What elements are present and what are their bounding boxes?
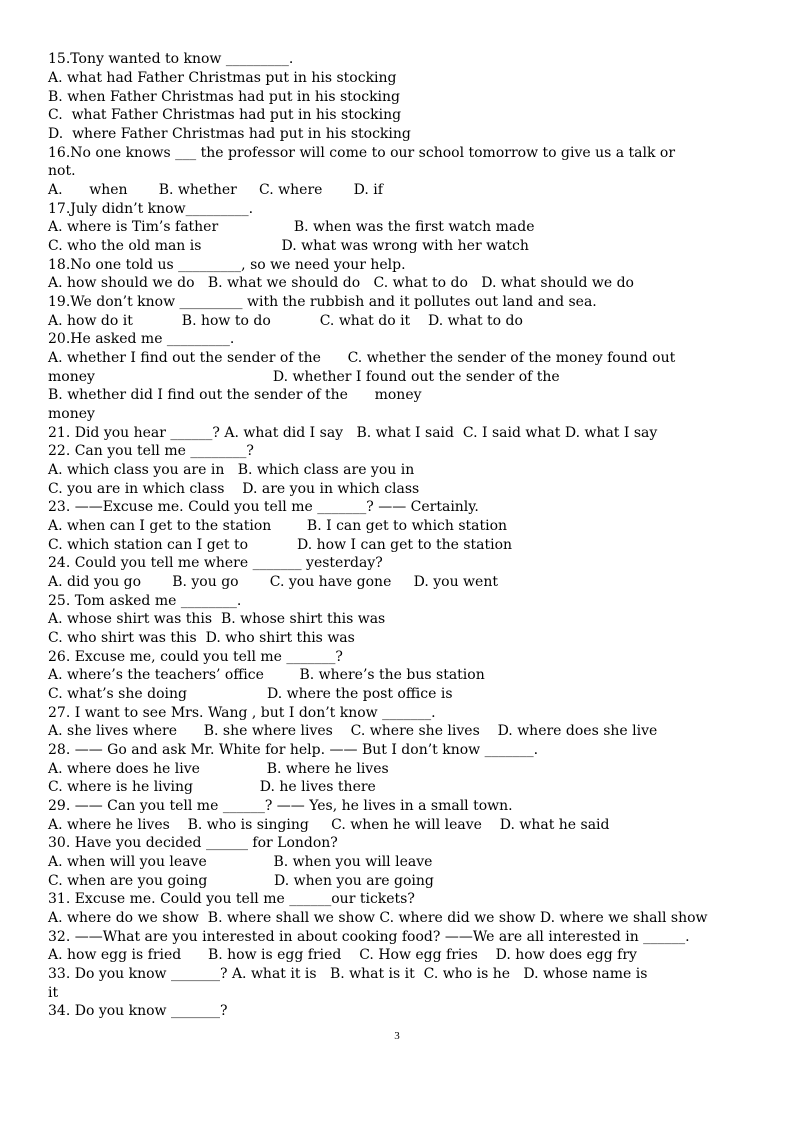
text-line: 18.No one told us _________, so we need your help. — [48, 257, 406, 273]
text-line: 32. ——What are you interested in about cooking food? ——We are all interested in ______. — [48, 929, 690, 945]
text-line: 26. Excuse me, could you tell me _______? — [48, 649, 343, 665]
text-line: A. where is Tim’s father B. when was the first watch made — [48, 219, 535, 235]
text-line: B. whether did I find out the sender of the money — [48, 387, 422, 403]
text-line: A. when B. whether C. where D. if — [48, 182, 383, 198]
text-line: C. where is he living D. he lives there — [48, 779, 376, 795]
text-line: C. which station can I get to D. how I can get to the station — [48, 537, 513, 553]
text-line: A. whether I find out the sender of the C. whether the sender of the money found out — [48, 350, 676, 366]
text-line: A. when will you leave B. when you will leave — [48, 854, 433, 870]
text-line: C. what’s she doing D. where the post office is — [48, 686, 453, 702]
text-line: A. how should we do B. what we should do C. what to do D. what should we do — [48, 275, 634, 291]
text-line: C. when are you going D. when you are going — [48, 873, 434, 889]
text-line: 15.Tony wanted to know _________. — [48, 51, 294, 67]
text-line: C. who shirt was this D. who shirt this was — [48, 630, 355, 646]
text-line: A. which class you are in B. which class are you in — [48, 462, 415, 478]
text-line: C. you are in which class D. are you in which class — [48, 481, 420, 497]
text-line: 30. Have you decided ______ for London? — [48, 835, 338, 851]
text-line: A. when can I get to the station B. I can get to which station — [48, 518, 508, 534]
text-line: money D. whether I found out the sender of the — [48, 369, 560, 385]
text-line: A. where’s the teachers’ office B. where’s the bus station — [48, 667, 485, 683]
text-line: C. what Father Christmas had put in his stocking — [48, 107, 402, 123]
text-line: C. who the old man is D. what was wrong with her watch — [48, 238, 529, 254]
text-line: 21. Did you hear ______? A. what did I say B. what I said C. I said what D. what I say — [48, 425, 658, 441]
text-line: A. how egg is fried B. how is egg fried C. How egg fries D. how does egg fry — [48, 947, 637, 963]
text-line: A. where do we show B. where shall we show C. where did we show D. where we shall show — [48, 910, 708, 926]
text-line: 16.No one knows ___ the professor will come to our school tomorrow to give us a talk or — [48, 145, 676, 161]
text-line: D. where Father Christmas had put in his stocking — [48, 126, 411, 142]
text-line: A. did you go B. you go C. you have gone D. you went — [48, 574, 498, 590]
text-line: 22. Can you tell me ________? — [48, 443, 254, 459]
text-line: A. how do it B. how to do C. what do it D. what to do — [48, 313, 523, 329]
text-line: 17.July didn’t know_________. — [48, 201, 254, 217]
text-line: 20.He asked me _________. — [48, 331, 235, 347]
text-line: 28. —— Go and ask Mr. White for help. —— But I don’t know _______. — [48, 742, 539, 758]
text-line: 27. I want to see Mrs. Wang , but I don’t know _______. — [48, 705, 436, 721]
text-line: A. where he lives B. who is singing C. when he will leave D. what he said — [48, 817, 610, 833]
text-line: A. what had Father Christmas put in his stocking — [48, 70, 397, 86]
text-line: not. — [48, 163, 76, 179]
text-line: money — [48, 406, 95, 422]
text-line: A. whose shirt was this B. whose shirt this was — [48, 611, 386, 627]
text-line: 34. Do you know _______? — [48, 1003, 228, 1019]
text-line: A. she lives where B. she where lives C. where she lives D. where does she live — [48, 723, 658, 739]
text-line: 31. Excuse me. Could you tell me ______our tickets? — [48, 891, 415, 907]
text-line: 19.We don’t know _________ with the rubbish and it pollutes out land and sea. — [48, 294, 597, 310]
text-line: 23. ——Excuse me. Could you tell me _______? —— Certainly. — [48, 499, 479, 515]
page-number: 3 — [394, 1030, 400, 1042]
text-line: 25. Tom asked me ________. — [48, 593, 242, 609]
text-line: B. when Father Christmas had put in his stocking — [48, 89, 401, 105]
text-line: 33. Do you know _______? A. what it is B. what is it C. who is he D. whose name is — [48, 966, 648, 982]
text-line: 24. Could you tell me where _______ yesterday? — [48, 555, 383, 571]
text-line: A. where does he live B. where he lives — [48, 761, 389, 777]
text-line: it — [48, 985, 59, 1001]
text-line: 29. —— Can you tell me ______? —— Yes, he lives in a small town. — [48, 798, 513, 814]
